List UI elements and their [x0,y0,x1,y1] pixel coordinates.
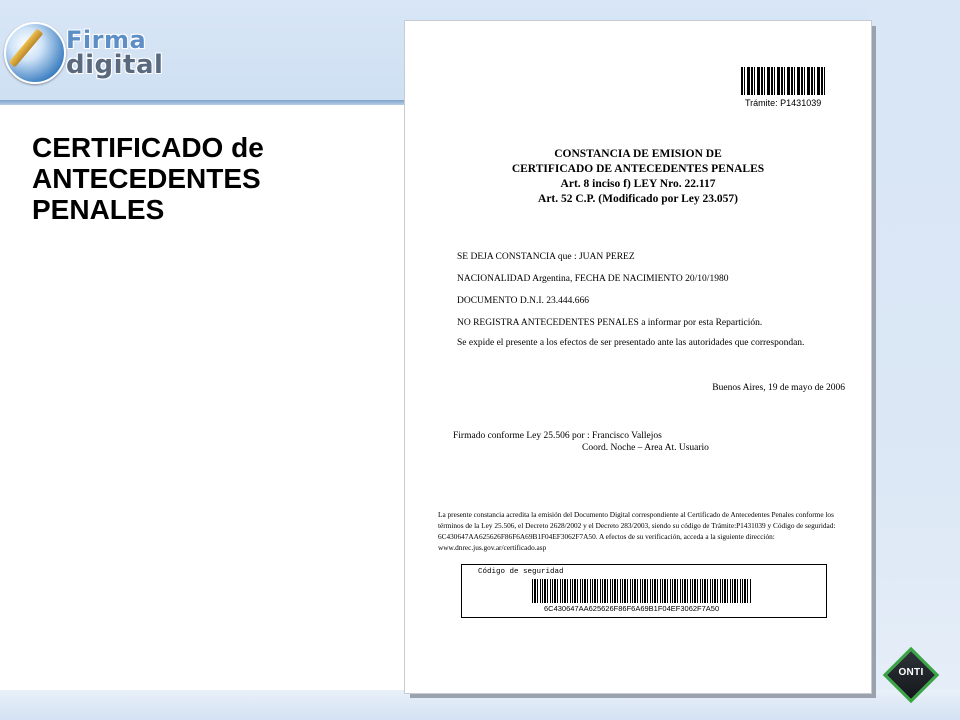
document-heading-line: Art. 8 inciso f) LEY Nro. 22.117 [560,178,716,190]
document-body-line: DOCUMENTO D.N.I. 23.444.666 [457,296,590,306]
right-band [868,0,960,720]
document-body-line: Se expide el presente a los efectos de ser presentado ante las autoridades que correspondan. [457,338,805,348]
document-body-line: NACIONALIDAD Argentina, FECHA DE NACIMIENTO 20/10/1980 [457,274,729,284]
barcode-icon [741,67,825,95]
barcode-icon [532,579,752,603]
document-heading-line: Art. 52 C.P. (Modificado por Ley 23.057) [538,193,738,205]
firma-digital-logo [4,18,164,88]
document-body-line: SE DEJA CONSTANCIA que : JUAN PEREZ [457,252,635,262]
document-heading-line: CERTIFICADO DE ANTECEDENTES PENALES [511,163,765,175]
security-code: 6C430647AA625626F86F6A69B1F04EF3062F7A50 [544,604,720,613]
tramite-number: Trámite: P1431039 [745,98,822,108]
signer-role: Coord. Noche – Area At. Usuario [582,443,709,453]
onti-label: ONTI [898,667,924,678]
document-heading-line: CONSTANCIA DE EMISION DE [554,148,722,160]
certificate-document [404,20,872,694]
logo-text-digital: digital [66,50,164,80]
document-body-line: NO REGISTRA ANTECEDENTES PENALES a informar por esta Repartición. [457,318,763,328]
security-code-label: Código de seguridad [478,568,564,576]
security-code-box [461,564,827,618]
issue-date: Buenos Aires, 19 de mayo de 2006 [712,383,845,393]
legal-notice: La presente constancia acredita la emisión del Documento Digital correspondiente al Certificado de Antecedentes Penales conforme los términos de la Ley 25.506, el Decreto 2628/2002 y el Decreto 283/2003, siendo su código de Trámite:P1431039 y Código de seguridad: 6C430647AA625626F86F6A69B1F04EF3062F7A50. A efectos de su verificación, acceda a la siguiente dirección: www.dnrec.jus.gov.ar/certificado.asp [438,510,836,552]
slide-title: CERTIFICADO de ANTECEDENTES PENALES [32,132,264,225]
signature-line: Firmado conforme Ley 25.506 por : Francisco Vallejos [453,431,662,441]
onti-badge [882,646,940,704]
logo-text-firma: Firma [66,26,147,54]
